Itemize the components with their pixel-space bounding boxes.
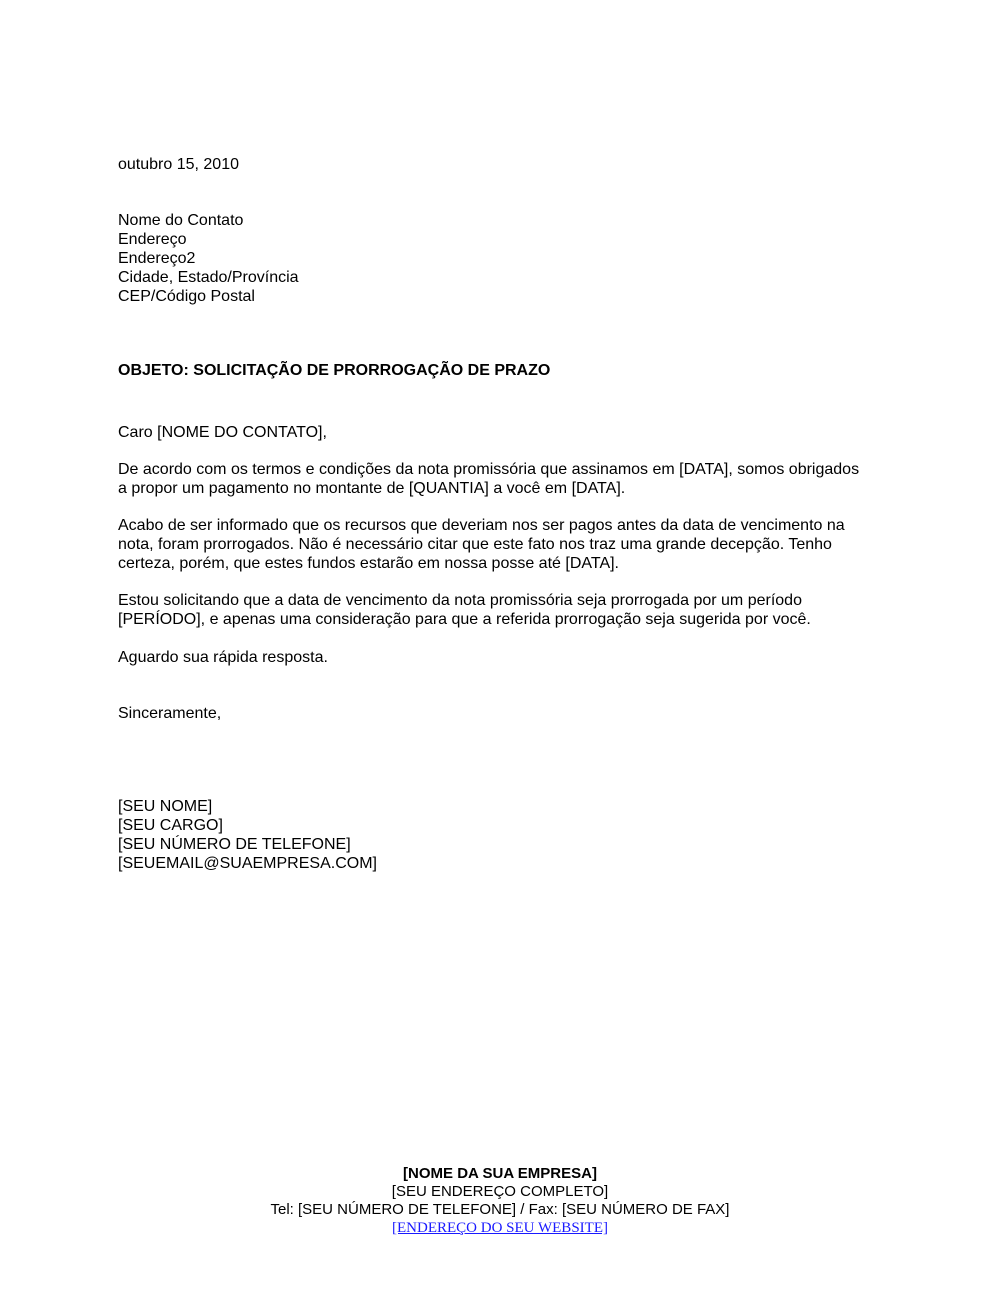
paragraph-line: certeza, porém, que estes fundos estarão em nossa posse até [DATA]. [118,555,619,572]
recipient-postal-code: CEP/Código Postal [118,288,255,305]
subject-text: OBJETO: SOLICITAÇÃO DE PRORROGAÇÃO DE PRAZO [118,362,551,379]
body-paragraph-4 [118,648,898,667]
salutation [118,423,898,442]
recipient-address-line-2: Endereço2 [118,250,196,267]
subject-line [118,361,898,380]
salutation-text: Caro [NOME DO CONTATO], [118,424,327,441]
paragraph-line: a propor um pagamento no montante de [QUANTIA] a você em [DATA]. [118,480,626,497]
closing-text: Sinceramente, [118,705,222,722]
recipient-name: Nome do Contato [118,212,244,229]
paragraph-line: [PERÍODO], e apenas uma consideração para que a referida prorrogação seja sugerida por você. [118,611,811,628]
footer-address: [SEU ENDEREÇO COMPLETO] [391,1183,609,1200]
signature-phone: [SEU NÚMERO DE TELEFONE] [118,836,351,853]
date-text: outubro 15, 2010 [118,156,239,173]
signature-email: [SEUEMAIL@SUAEMPRESA.COM] [118,855,377,872]
recipient-address-line-1: Endereço [118,231,187,248]
signature-block [118,797,898,873]
footer-website-link[interactable]: [ENDEREÇO DO SEU WEBSITE] [392,1220,608,1236]
body-paragraph-2 [118,516,898,573]
recipient-city-state: Cidade, Estado/Província [118,269,299,286]
company-footer [0,1165,1000,1237]
body-paragraph-1 [118,460,898,498]
body-paragraph-3 [118,591,898,629]
paragraph-line: De acordo com os termos e condições da nota promissória que assinamos em [DATA], somos obrigados [118,461,860,478]
closing [118,704,898,723]
letter-date [118,155,898,174]
footer-company-name: [NOME DA SUA EMPRESA] [403,1165,597,1182]
signature-title: [SEU CARGO] [118,817,223,834]
recipient-address-block [118,211,898,306]
signature-name: [SEU NOME] [118,798,213,815]
paragraph-line: Aguardo sua rápida resposta. [118,649,328,666]
paragraph-line: Acabo de ser informado que os recursos que deveriam nos ser pagos antes da data de vencimento na [118,517,845,534]
paragraph-line: Estou solicitando que a data de vencimento da nota promissória seja prorrogada por um período [118,592,802,609]
footer-contact: Tel: [SEU NÚMERO DE TELEFONE] / Fax: [SEU NÚMERO DE FAX] [270,1201,730,1218]
paragraph-line: nota, foram prorrogados. Não é necessário citar que este fato nos traz uma grande decepção. Tenho [118,536,832,553]
